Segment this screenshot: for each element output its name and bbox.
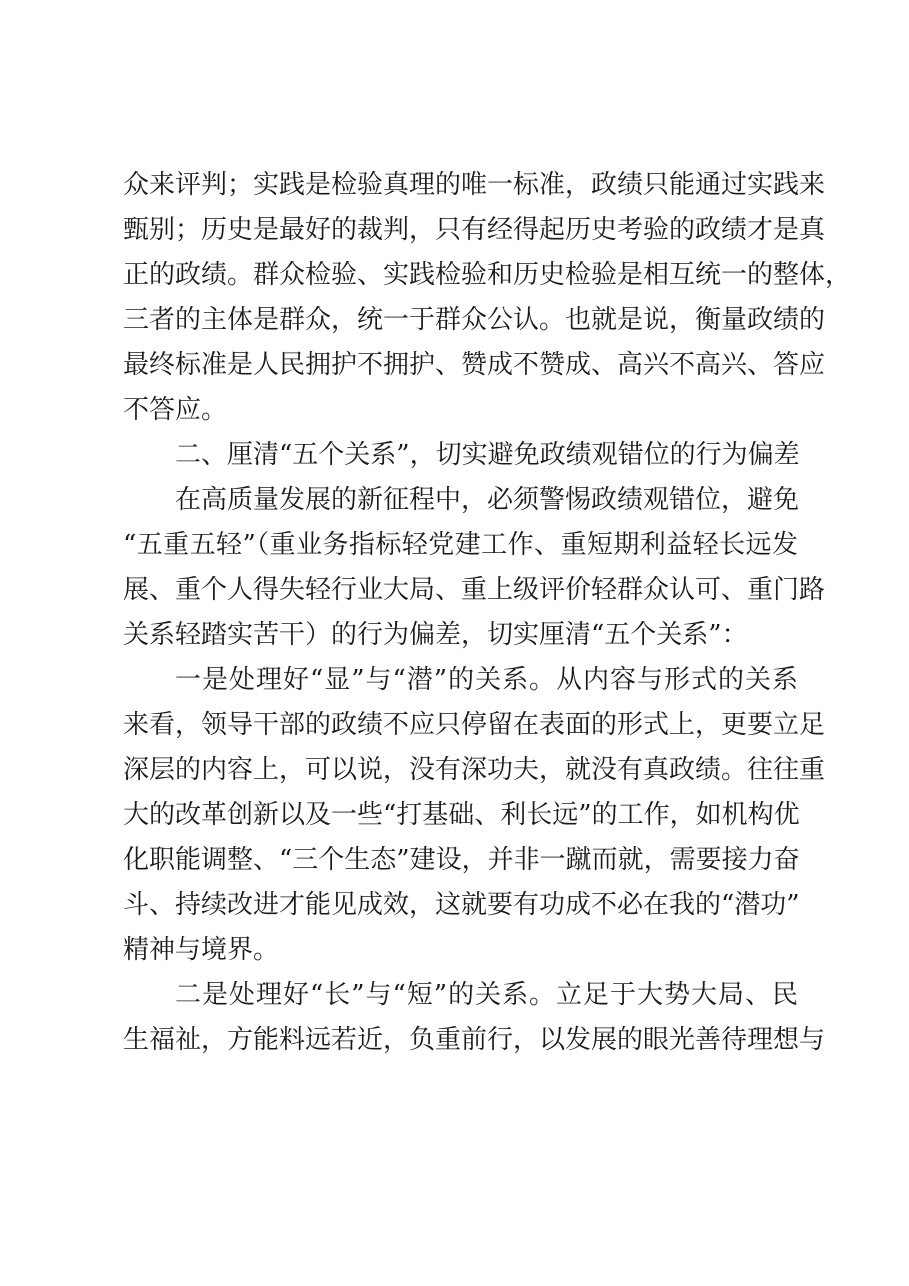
section-heading: 二、厘清“五个关系”，切实避免政绩观错位的行为偏差 [175, 440, 800, 470]
text-line: 化职能调整、“三个生态”建设，并非一蹴而就，需要接力奋 [123, 845, 800, 875]
text-line: 三者的主体是群众，统一于群众公认。也就是说，衡量政绩的 [123, 305, 826, 335]
text-line: 在高质量发展的新征程中，必须警惕政绩观错位，避免 [175, 485, 800, 515]
text-line: 正的政绩。群众检验、实践检验和历史检验是相互统一的整体， [123, 260, 852, 290]
text-line: 大的改革创新以及一些“打基础、利长远”的工作，如机构优 [123, 800, 800, 830]
text-line: 来看，领导干部的政绩不应只停留在表面的形式上，更要立足 [123, 710, 826, 740]
text-line: 展、重个人得失轻行业大局、重上级评价轻群众认可、重门路 [123, 575, 826, 605]
text-line: 不答应。 [123, 395, 228, 425]
text-line: 众来评判；实践是检验真理的唯一标准，政绩只能通过实践来 [123, 170, 826, 200]
text-line: 二是处理好“长”与“短”的关系。立足于大势大局、民 [175, 980, 798, 1010]
text-line: 生福祉，方能料远若近，负重前行，以发展的眼光善待理想与 [123, 1025, 826, 1055]
text-line: “五重五轻”（重业务指标轻党建工作、重短期利益轻长远发 [123, 530, 798, 560]
text-line: 一是处理好“显”与“潜”的关系。从内容与形式的关系 [175, 665, 798, 695]
text-line: 甄别；历史是最好的裁判，只有经得起历史考验的政绩才是真 [123, 215, 826, 245]
text-line: 最终标准是人民拥护不拥护、赞成不赞成、高兴不高兴、答应 [123, 350, 826, 380]
text-line: 关系轻踏实苦干）的行为偏差，切实厘清“五个关系”： [123, 620, 748, 650]
text-line: 深层的内容上，可以说，没有深功夫，就没有真政绩。往往重 [123, 755, 826, 785]
text-line: 精神与境界。 [123, 935, 280, 965]
text-line: 斗、持续改进才能见成效，这就要有功成不必在我的“潜功” [123, 890, 800, 920]
